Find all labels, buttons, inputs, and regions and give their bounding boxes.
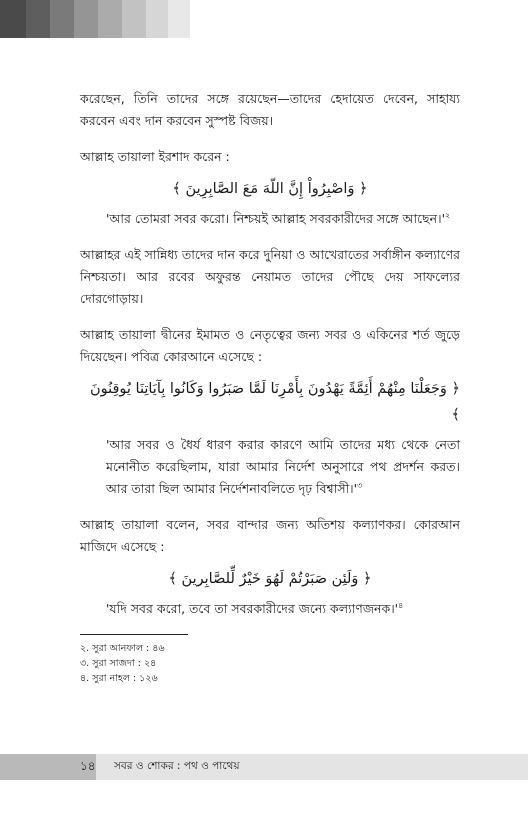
page-footer [0,754,528,780]
footnote: ২. সুরা আনফাল : ৪৬ [80,643,165,654]
paragraph: আল্লাহ তায়ালা বলেন, সবর বান্দার জন্য অতিশয় কল্যাণকর। কোরআন মাজিদে এসেছে : [80,517,460,554]
paragraph: আল্লাহর এই সান্নিধ্য তাদের দান করে দুনিয়া ও আখেরাতের সর্বাঙ্গীন কল্যাণের নিশ্চয়তা। আর রবের অফুরন্ত নেয়ামত তাদের পৌছে দেয় সাফল্যের দোরগোড়ায়। [80,247,460,306]
page-body [80,88,460,686]
footnote-ref: ৪ [398,600,404,610]
arabic-verse: ﴿ وَجَعَلْنَا مِنْهُمْ أَئِمَّةً يَهْدُونَ بِأَمْرِنَا لَمَّا صَبَرُوا وَكَانُوا بِآيَاتِنَا يُوقِنُونَ ﴾ [89,381,460,423]
header-strip [0,0,26,38]
header-strip [50,0,74,38]
paragraph: করেছেন, তিনি তাদের সঙ্গে রয়েছেন—তাদের হেদায়েত দেবেন, সাহায্য করবেন এবং দান করবেন সুস্পষ্ট বিজয়। [80,91,460,128]
header-strip [122,0,146,38]
footnote-ref: ২ [445,210,451,220]
footnote-divider [80,634,188,635]
book-title: সবর ও শোকর : পথ ও পাথেয় [114,760,240,772]
header-strip [26,0,50,38]
header-strip [168,0,190,38]
arabic-verse: ﴿ وَاصْبِرُواْ إِنَّ اللّهَ مَعَ الصَّابِرِينَ ﴾ [172,181,368,197]
quote-text: 'আর তোমরা সবর করো। নিশ্চয়ই আল্লাহ সবরকারীদের সঙ্গে আছেন।' [106,211,446,226]
translation-quote [80,208,460,230]
translation-quote [80,598,460,620]
header-decoration [0,0,190,38]
footnote: ৩. সুরা সাজদা : ২৪ [80,658,157,669]
footnote: ৪. সুরা নাহল : ১২৬ [80,673,158,684]
translation-quote [80,434,460,500]
header-strip [146,0,168,38]
footnote-ref: ৩ [357,480,363,490]
paragraph: আল্লাহ তায়ালা ইরশাদ করেন : [80,149,230,164]
header-strip [74,0,98,38]
quote-text: 'আর সবর ও ধৈর্য ধারণ করার কারণে আমি তাদের মধ্য থেকে নেতা মনোনীত করেছিলাম, যারা আমার নির্দেশ অনুসারে পথ প্রদর্শন করত। আর তারা ছিল আমার নির্দেশনাবলিতে দৃঢ় বিশ্বাসী।' [106,437,460,496]
arabic-verse: ﴿ وَلَئِن صَبَرْتُمْ لَهُوَ خَيْرٌ لِّلصَّابِرينَ ﴾ [168,571,372,587]
header-strip [98,0,122,38]
quote-text: 'যদি সবর করো, তবে তা সবরকারীদের জন্যে কল্যাণজনক।' [106,601,399,616]
paragraph: আল্লাহ তায়ালা দ্বীনের ইমামত ও নেতৃত্বের জন্য সবর ও একিনের শর্ত জুড়ে দিয়েছেন। পবিত্র কোরআনে এসেছে : [80,327,460,364]
page-number: ১৪ [80,759,96,773]
